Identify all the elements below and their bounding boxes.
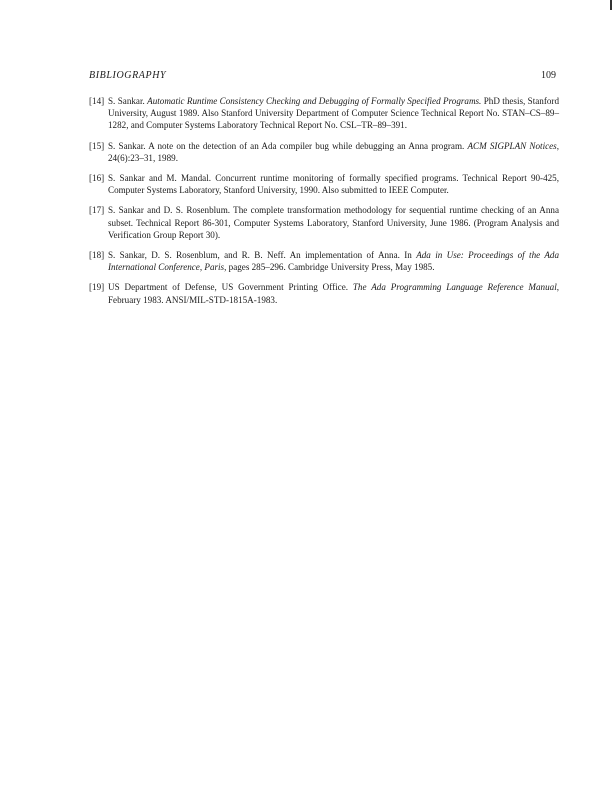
running-header	[89, 69, 556, 83]
reference-text: , pages 285–296. Cambridge University Press, May 1985.	[224, 262, 435, 273]
bibliography-list	[89, 95, 559, 314]
reference-text: S. Sankar and D. S. Rosenblum. The complete transformation methodology for sequential runtime checking of an Anna subset. Technical Report 86-301, Computer Systems Laboratory, Stanford University, June 1986. (Program Analysis and Verification Group Report 30).	[108, 205, 559, 240]
reference-text: S. Sankar and M. Mandal. Concurrent runtime monitoring of formally specified programs. Technical Report 90-425, Computer Systems Laboratory, Stanford University, 1990. Also submitted to IEEE Computer.	[108, 173, 559, 196]
reference-text: , 24(6):23–31, 1989.	[108, 140, 559, 163]
reference-entry	[89, 249, 559, 273]
reference-text: PhD thesis, Stanford University, August 1989. Also Stanford University Department of Computer Science Technical Report No. STAN–CS–89–1282, and Computer Systems Laboratory Technical Report No. CSL–TR–89–391.	[108, 96, 559, 131]
reference-entry	[89, 204, 559, 241]
reference-entry	[89, 95, 559, 132]
reference-title: The Ada Programming Language Reference Manual	[352, 282, 557, 293]
running-title: BIBLIOGRAPHY	[89, 70, 167, 81]
reference-title: Ada in Use: Proceedings of the Ada International Conference, Paris	[108, 250, 559, 273]
reference-label: [17]	[89, 205, 105, 216]
reference-entry	[89, 172, 559, 196]
reference-entry	[89, 140, 559, 164]
reference-text: S. Sankar. A note on the detection of an Ada compiler bug while debugging an Anna program.	[108, 140, 468, 151]
reference-text: US Department of Defense, US Government Printing Office.	[108, 282, 353, 293]
reference-label: [16]	[89, 173, 105, 184]
reference-text: , February 1983. ANSI/MIL-STD-1815A-1983.	[108, 282, 560, 305]
reference-text: S. Sankar, D. S. Rosenblum, and R. B. Neff. An implementation of Anna. In	[108, 250, 417, 261]
reference-text: S. Sankar.	[108, 96, 148, 106]
page-number: 109	[541, 70, 556, 81]
reference-label: [18]	[89, 250, 105, 261]
reference-entry	[89, 281, 559, 305]
reference-label: [14]	[89, 96, 105, 106]
reference-title: ACM SIGPLAN Notices	[467, 140, 557, 151]
reference-label: [15]	[89, 140, 105, 151]
reference-title: Automatic Runtime Consistency Checking and Debugging of Formally Specified Programs.	[147, 96, 482, 106]
reference-label: [19]	[89, 282, 105, 293]
